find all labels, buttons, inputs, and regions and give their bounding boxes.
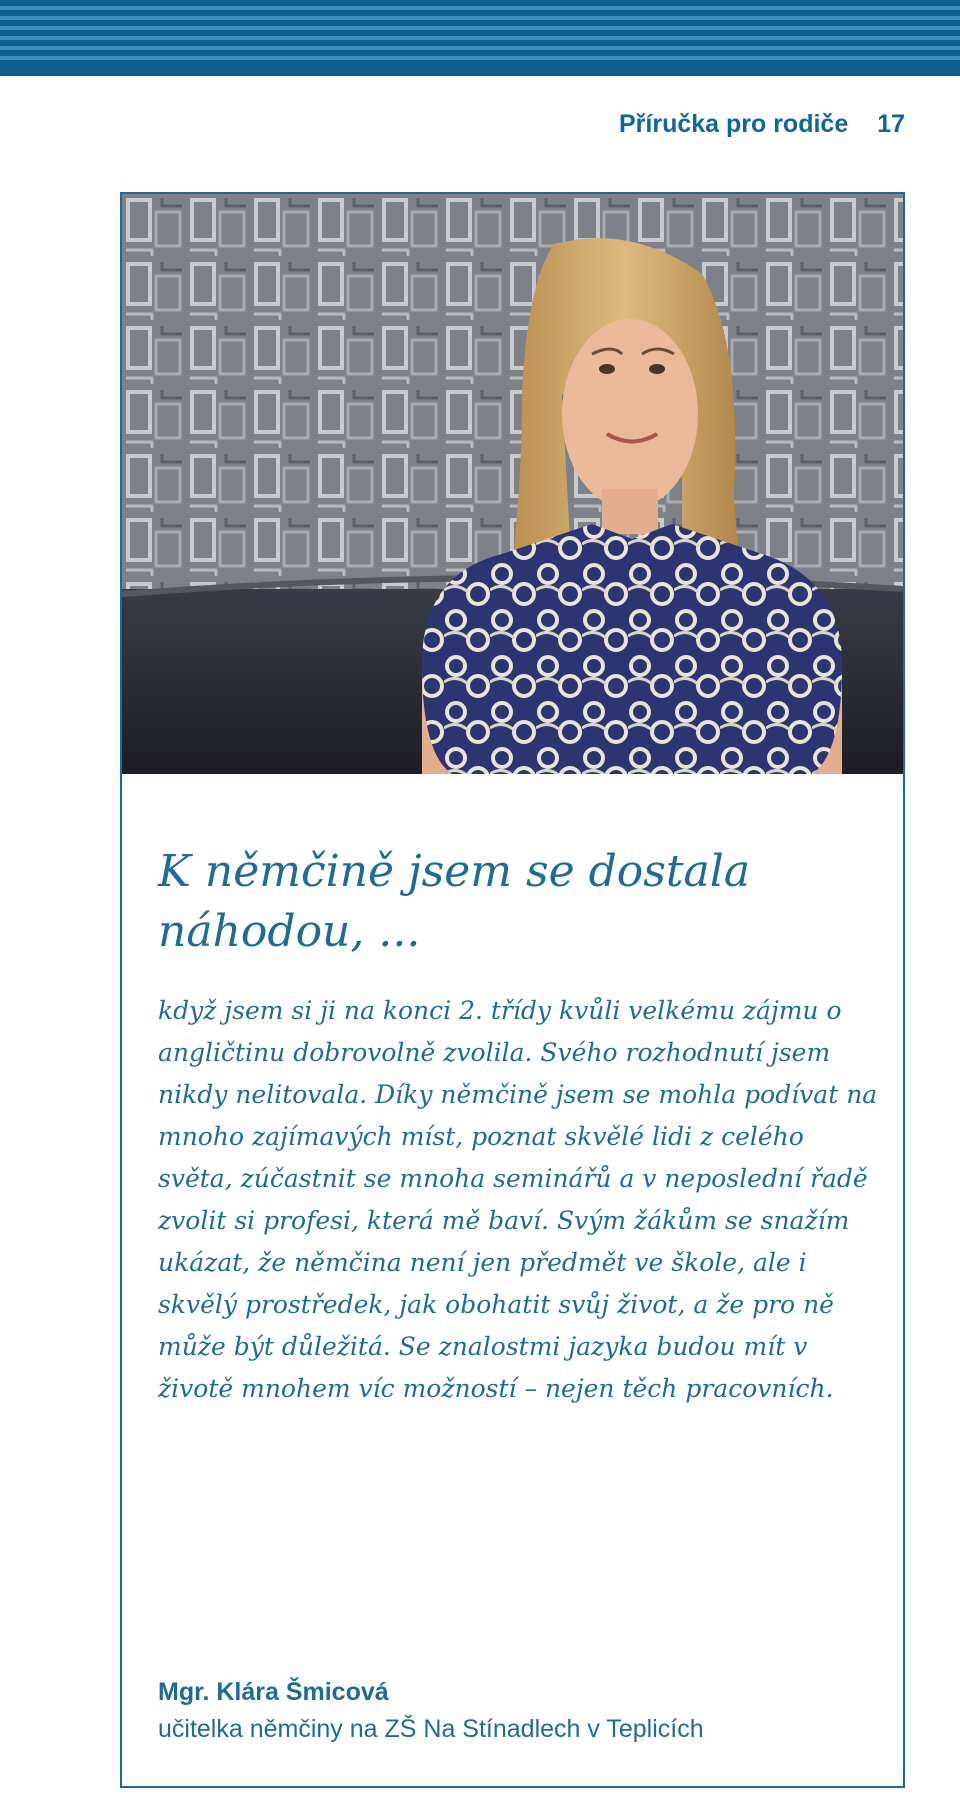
content-frame	[120, 192, 905, 1788]
quote-body: když jsem si ji na konci 2. třídy kvůli velkému zájmu o angličtinu dobrovolně zvolila. Svého rozhodnutí jsem nikdy nelitovala. Díky němčině jsem se mohla podívat na mnoho zajímavých míst, poznat skvělé lidi z celého světa, zúčastnit se mnoha seminářů a v neposlední řadě zvolit si profesi, která mě baví. Svým žákům se snažím ukázat, že němčina není jen předmět ve škole, ale i skvělý prostředek, jak obohatit svůj život, a že pro ně může být důležitá. Se znalostmi jazyka budou mít v životě mnohem víc možností – nejen těch pracovních.	[158, 996, 878, 1403]
author-block	[158, 1674, 878, 1748]
publication-title: Příručka pro rodiče	[618, 110, 849, 138]
quote-title: K němčině jsem se dostala náhodou, ...	[158, 846, 751, 957]
author-role: učitelka němčiny na ZŠ Na Stínadlech v Teplicích	[158, 1715, 704, 1743]
portrait-photo-drawing	[122, 194, 903, 774]
page-header	[619, 110, 905, 139]
page-number: 17	[877, 110, 905, 138]
author-name: Mgr. Klára Šmicová	[158, 1678, 389, 1706]
top-stripe-banner	[0, 0, 960, 76]
portrait-photo	[122, 194, 903, 774]
